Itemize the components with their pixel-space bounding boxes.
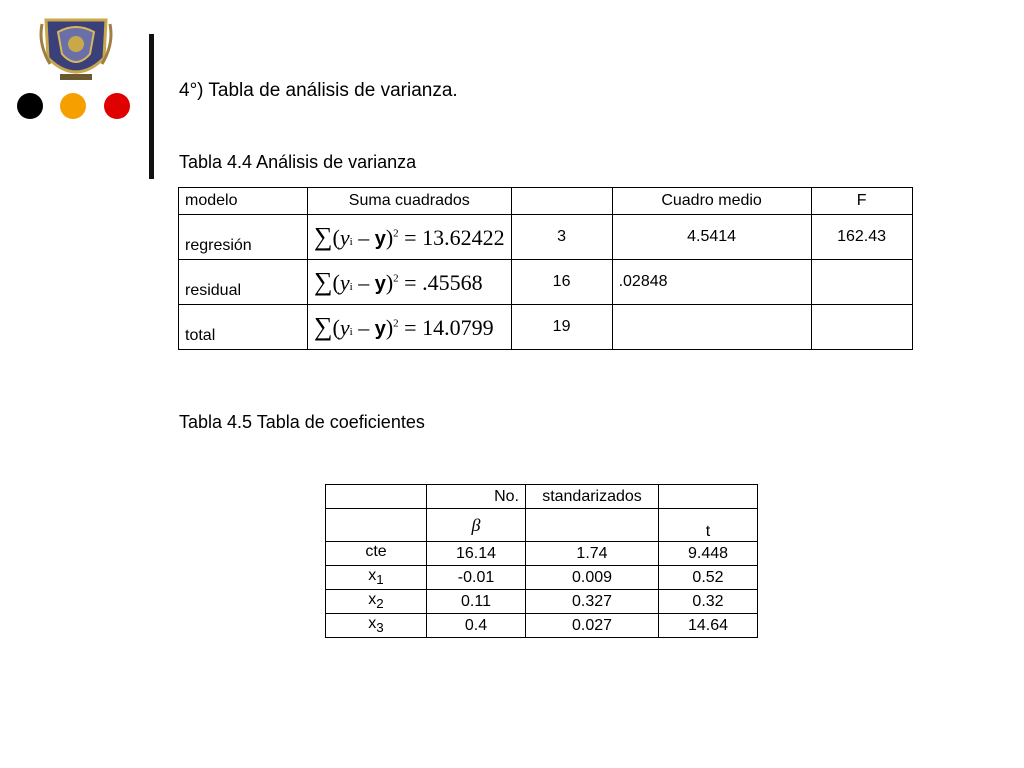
sum-squares-formula: ∑(yi – y)$^2$ = .45568: [308, 260, 512, 305]
var-subscript: 3: [376, 620, 384, 636]
formula-value: = .45568: [404, 270, 483, 295]
anova-row: [179, 215, 913, 260]
anova-row: [179, 260, 913, 305]
coef-b: 0.11: [427, 590, 526, 614]
decor-dot-black: [17, 93, 43, 119]
coef-b: -0.01: [427, 566, 526, 590]
coef-t: 9.448: [659, 542, 758, 566]
var-subscript: 1: [376, 572, 384, 588]
var-name: [326, 566, 427, 590]
coef-header-no: No.: [427, 485, 526, 509]
formula-value: = 14.0799: [404, 315, 494, 340]
f-value: [811, 260, 912, 305]
var-label: x: [368, 591, 377, 609]
decor-dot-red: [104, 93, 130, 119]
coef-b: 0.4: [427, 614, 526, 638]
vertical-divider: [149, 34, 154, 179]
unam-crest-icon: [38, 14, 114, 88]
f-value: [811, 305, 912, 350]
anova-caption: Tabla 4.4 Análisis de varianza: [179, 152, 417, 172]
header-suma: Suma cuadrados: [308, 188, 512, 215]
coef-header-t: t: [659, 509, 758, 542]
anova-header-row: [179, 188, 913, 215]
row-label: total: [179, 305, 308, 350]
coef-row: [326, 614, 758, 638]
var-name: [326, 590, 427, 614]
header-f: F: [811, 188, 912, 215]
var-name: [326, 542, 427, 566]
coef-std: 0.327: [526, 590, 659, 614]
coef-header-row: [326, 485, 758, 509]
coef-std: 0.009: [526, 566, 659, 590]
var-subscript: 2: [376, 596, 384, 612]
row-label: regresión: [179, 215, 308, 260]
var-label: cte: [365, 543, 387, 561]
var-label: x: [368, 615, 377, 633]
coef-header-cell: [326, 485, 427, 509]
coef-t: 0.52: [659, 566, 758, 590]
var-name: [326, 614, 427, 638]
coef-std: 1.74: [526, 542, 659, 566]
df-value: 3: [511, 215, 612, 260]
df-value: 16: [511, 260, 612, 305]
ms-value: 4.5414: [612, 215, 811, 260]
coef-header-cell: [659, 485, 758, 509]
coef-header-beta: β: [427, 509, 526, 542]
df-value: 19: [511, 305, 612, 350]
coef-t: 0.32: [659, 590, 758, 614]
coef-table: [325, 484, 758, 638]
coef-header-cell: [526, 509, 659, 542]
anova-table: [178, 187, 913, 350]
var-label: x: [368, 567, 377, 585]
row-label: residual: [179, 260, 308, 305]
decor-dot-orange: [60, 93, 86, 119]
header-df: [511, 188, 612, 215]
header-cuadro-medio: Cuadro medio: [612, 188, 811, 215]
sum-squares-formula: ∑(yi – y)$^2$ = 14.0799: [308, 305, 512, 350]
f-value: 162.43: [811, 215, 912, 260]
coef-header-cell: [326, 509, 427, 542]
coef-std: 0.027: [526, 614, 659, 638]
coef-b: 16.14: [427, 542, 526, 566]
coef-header-row: [326, 509, 758, 542]
coef-t: 14.64: [659, 614, 758, 638]
ms-value: [612, 305, 811, 350]
formula-value: = 13.62422: [404, 225, 505, 250]
coef-header-standarizados: standarizados: [526, 485, 659, 509]
ms-value: .02848: [612, 260, 811, 305]
page-heading: 4°) Tabla de análisis de varianza.: [179, 80, 458, 101]
sum-squares-formula: ∑(yi – y)$^2$ = 13.62422: [308, 215, 512, 260]
anova-row: [179, 305, 913, 350]
coef-row: [326, 590, 758, 614]
coef-row: [326, 566, 758, 590]
header-modelo: modelo: [179, 188, 308, 215]
coef-row: [326, 542, 758, 566]
coef-caption: Tabla 4.5 Tabla de coeficientes: [179, 412, 425, 432]
